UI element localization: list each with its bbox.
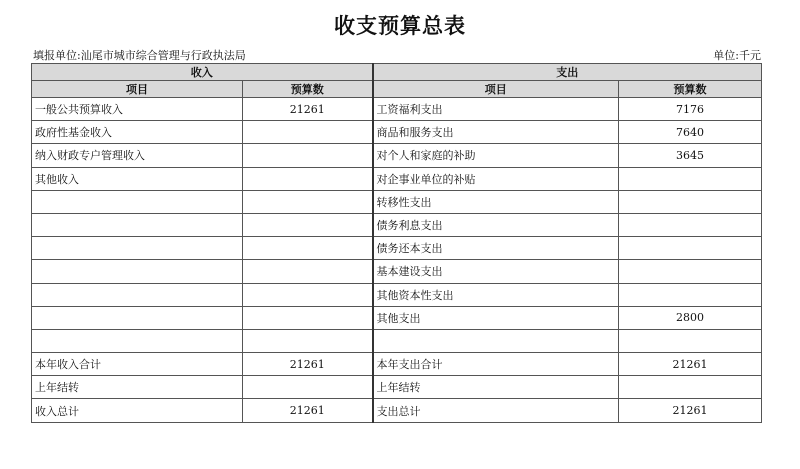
- expense-budget-cell: 7176: [619, 98, 762, 121]
- column-header-row: [32, 81, 762, 98]
- budget-table: [31, 63, 762, 423]
- table-row: [32, 376, 762, 399]
- income-item-cell: 本年收入合计: [32, 353, 243, 376]
- table-row: [32, 237, 762, 260]
- income-budget-cell: 21261: [243, 399, 373, 422]
- table-row: [32, 167, 762, 190]
- income-item-cell: 一般公共预算收入: [32, 98, 243, 121]
- expense-item-cell: 转移性支出: [373, 190, 619, 213]
- income-item-cell: [32, 190, 243, 213]
- expense-budget-cell: [619, 190, 762, 213]
- income-budget-cell: [243, 329, 373, 352]
- expense-budget-cell: [619, 237, 762, 260]
- income-budget-cell: [243, 376, 373, 399]
- section-header-row: [32, 64, 762, 81]
- reporting-unit: 填报单位:汕尾市城市综合管理与行政执法局: [33, 49, 246, 62]
- expense-item-cell: 其他支出: [373, 306, 619, 329]
- expense-budget-cell: 21261: [619, 399, 762, 422]
- income-item-cell: 其他收入: [32, 167, 243, 190]
- expense-budget-cell: 21261: [619, 353, 762, 376]
- income-item-cell: 上年结转: [32, 376, 243, 399]
- expense-item-cell: 上年结转: [373, 376, 619, 399]
- expense-budget-cell: 3645: [619, 144, 762, 167]
- income-item-cell: [32, 213, 243, 236]
- expense-item-cell: 本年支出合计: [373, 353, 619, 376]
- income-item-cell: 收入总计: [32, 399, 243, 422]
- income-item-header: 项目: [32, 81, 243, 98]
- expense-item-cell: 债务利息支出: [373, 213, 619, 236]
- expense-budget-cell: [619, 213, 762, 236]
- expense-budget-cell: 2800: [619, 306, 762, 329]
- expense-budget-cell: 7640: [619, 121, 762, 144]
- income-item-cell: [32, 306, 243, 329]
- expense-item-cell: 商品和服务支出: [373, 121, 619, 144]
- expense-budget-cell: [619, 376, 762, 399]
- income-budget-cell: [243, 213, 373, 236]
- unit-label: 单位:千元: [713, 49, 761, 62]
- income-budget-cell: [243, 306, 373, 329]
- expense-section-header: 支出: [373, 64, 762, 81]
- table-row: [32, 121, 762, 144]
- table-row: [32, 260, 762, 283]
- table-row: [32, 213, 762, 236]
- income-item-cell: 纳入财政专户管理收入: [32, 144, 243, 167]
- income-item-cell: [32, 283, 243, 306]
- income-budget-cell: [243, 237, 373, 260]
- income-item-cell: [32, 329, 243, 352]
- table-row: [32, 353, 762, 376]
- expense-budget-header: 预算数: [619, 81, 762, 98]
- income-budget-cell: [243, 190, 373, 213]
- table-row: [32, 329, 762, 352]
- table-row: [32, 190, 762, 213]
- expense-budget-cell: [619, 329, 762, 352]
- income-budget-cell: 21261: [243, 353, 373, 376]
- income-item-cell: 政府性基金收入: [32, 121, 243, 144]
- expense-budget-cell: [619, 167, 762, 190]
- income-budget-cell: [243, 167, 373, 190]
- income-budget-cell: [243, 260, 373, 283]
- income-budget-header: 预算数: [243, 81, 373, 98]
- table-row: [32, 399, 762, 422]
- income-section-header: 收入: [32, 64, 373, 81]
- table-row: [32, 144, 762, 167]
- table-row: [32, 306, 762, 329]
- expense-item-cell: 债务还本支出: [373, 237, 619, 260]
- expense-item-cell: 工资福利支出: [373, 98, 619, 121]
- income-item-cell: [32, 237, 243, 260]
- income-budget-cell: [243, 283, 373, 306]
- expense-item-cell: 其他资本性支出: [373, 283, 619, 306]
- income-budget-cell: [243, 121, 373, 144]
- expense-item-header: 项目: [373, 81, 619, 98]
- expense-item-cell: 对个人和家庭的补助: [373, 144, 619, 167]
- expense-item-cell: 对企事业单位的补贴: [373, 167, 619, 190]
- income-budget-cell: [243, 144, 373, 167]
- expense-item-cell: 基本建设支出: [373, 260, 619, 283]
- table-row: [32, 98, 762, 121]
- expense-item-cell: 支出总计: [373, 399, 619, 422]
- expense-item-cell: [373, 329, 619, 352]
- page-title: 收支预算总表: [334, 13, 466, 38]
- table-row: [32, 283, 762, 306]
- expense-budget-cell: [619, 283, 762, 306]
- income-budget-cell: 21261: [243, 98, 373, 121]
- income-item-cell: [32, 260, 243, 283]
- expense-budget-cell: [619, 260, 762, 283]
